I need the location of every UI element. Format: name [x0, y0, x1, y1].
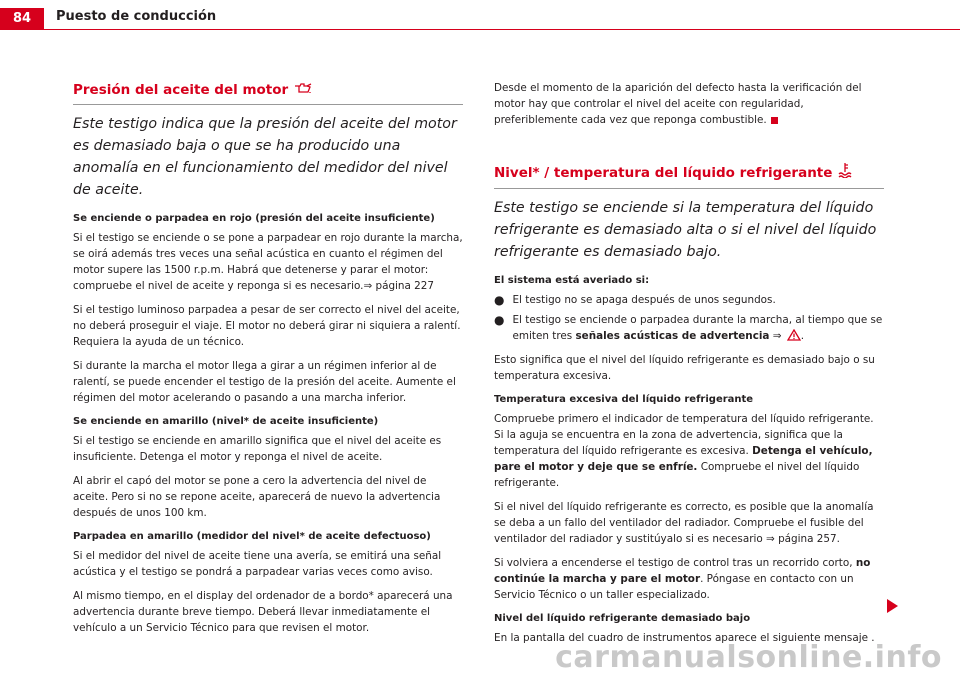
paragraph-bold: Detenga el vehículo, pare el motor y deje que se enfríe. [494, 445, 873, 473]
lead-paragraph: Este testigo indica que la presión del aceite del motor es demasiado baja o que se ha producido una anomalía en el funcionamiento del medidor del nivel de aceite. [73, 116, 457, 198]
list-item [494, 312, 884, 346]
paragraph [494, 411, 884, 491]
paragraph: En la pantalla del cuadro de instrumentos aparece el siguiente mensaje . [494, 632, 875, 644]
next-page-arrow-icon[interactable] [887, 599, 898, 613]
paragraph-text-end: Compruebe el nivel del líquido refrigerante. [494, 461, 860, 489]
paragraph: Esto significa que el nivel del líquido refrigerante es demasiado bajo o su temperatura excesiva. [494, 354, 875, 382]
paragraph-text: Compruebe primero el indicador de temperatura del líquido refrigerante. Si la aguja se encuentra en la zona de advertencia, significa que la temperatura del líquido refrigerante es excesiva. [494, 413, 874, 457]
left-column [73, 80, 463, 644]
warning-triangle-icon[interactable] [787, 329, 801, 346]
section-title-text: Presión del aceite del motor [73, 82, 289, 98]
list-item-text: El testigo no se apaga después de unos segundos. [512, 294, 776, 306]
paragraph-text: Desde el momento de la aparición del defecto hasta la verificación del motor hay que controlar el nivel del aceite con regularidad, preferiblemente cada vez que reponga combustible. [494, 82, 862, 126]
paragraph: Al abrir el capó del motor se pone a cero la advertencia del nivel de aceite. Pero si no se repone aceite, aparecerá de nuevo la advertencia después de unos 100 km. [73, 475, 441, 519]
paragraph [494, 555, 884, 603]
lead-paragraph: Este testigo se enciende si la temperatura del líquido refrigerante es demasiado alta o si el nivel del líquido refrigerante es demasiado bajo. [494, 200, 877, 260]
end-marker-icon [771, 117, 778, 124]
paragraph-text: Si volviera a encenderse el testigo de control tras un recorrido corto, [494, 557, 853, 569]
paragraph [494, 499, 884, 547]
bullet-icon: ● [494, 293, 505, 307]
subhead-fault: El sistema está averiado si: [494, 275, 650, 286]
ref-arrow-icon: ⇒ [766, 533, 775, 545]
paragraph [73, 230, 463, 294]
subhead-blink: Parpadea en amarillo (medidor del nivel* de aceite defectuoso) [73, 531, 431, 542]
ref-arrow-icon: ⇒ [772, 330, 782, 342]
list-item [494, 292, 884, 308]
list-item-text: El testigo se enciende o parpadea durante la marcha, al tiempo que se emiten tres señales acústicas de advertencia ⇒ . [512, 312, 884, 346]
ref-arrow-icon: ⇒ [363, 280, 373, 292]
subhead-red: Se enciende o parpadea en rojo (presión del aceite insuficiente) [73, 213, 435, 224]
list-item-bold: señales acústicas de advertencia [575, 330, 770, 342]
section-title-text: Nivel* / temperatura del líquido refrigerante [494, 165, 833, 181]
bullet-icon: ● [494, 313, 505, 327]
page-number: 84 [0, 8, 44, 30]
paragraph-text-end: . Póngase en contacto con un Servicio Técnico o un taller especializado. [494, 573, 854, 601]
paragraph: Si el testigo se enciende en amarillo significa que el nivel del aceite es insuficiente. Detenga el motor y reponga el nivel de aceite. [73, 435, 442, 463]
right-column [494, 80, 884, 654]
paragraph-bold: no continúe la marcha y pare el motor [494, 557, 871, 585]
oil-can-icon [294, 80, 312, 100]
paragraph: Si el testigo luminoso parpadea a pesar de ser correcto el nivel del aceite, no deberá proseguir el viaje. El motor no deberá girar ni siquiera a ralentí. Requiera la ayuda de un técnico. [73, 304, 461, 348]
list-item-text-start: El testigo se enciende o parpadea durante la marcha, al tiempo que se emiten tres [512, 314, 883, 342]
page-reference-link[interactable]: página 227 [375, 280, 435, 292]
subhead-yellow: Se enciende en amarillo (nivel* de aceite insuficiente) [73, 416, 379, 427]
page-reference-link[interactable]: página 257. [778, 533, 840, 545]
paragraph-text: Si el nivel del líquido refrigerante es correcto, es posible que la anomalía se deba a un fallo del ventilador del radiador. Compruebe el fusible del ventilador del radiador y sustitúyalo si es necesario [494, 501, 874, 545]
subhead-low-level: Nivel del líquido refrigerante demasiado bajo [494, 613, 751, 624]
section-title-coolant [494, 162, 884, 189]
paragraph: Si el medidor del nivel de aceite tiene una avería, se emitirá una señal acústica y el testigo se pondrá a parpadear varias veces como aviso. [73, 550, 442, 578]
section-title-oil-pressure [73, 80, 463, 105]
paragraph: Al mismo tiempo, en el display del ordenador de a bordo* aparecerá una advertencia durante breve tiempo. Deberá llevar inmediatamente el vehículo a un Servicio Técnico para que revisen el motor. [73, 590, 453, 634]
thermometer-icon [838, 162, 852, 184]
header-title: Puesto de conducción [56, 9, 217, 24]
subhead-temperature: Temperatura excesiva del líquido refrigerante [494, 394, 754, 405]
paragraph: Si durante la marcha el motor llega a girar a un régimen inferior al de ralentí, se puede encender el testigo de la presión del aceite. Aumente el régimen del motor acelerando o pasando a una marcha inferior. [73, 360, 456, 404]
page-header [0, 0, 960, 30]
header-rule [44, 29, 960, 30]
paragraph [494, 80, 884, 128]
watermark: carmanualsonline.info [555, 640, 942, 675]
paragraph-text: Si el testigo se enciende o se pone a parpadear en rojo durante la marcha, se oirá además tres veces una señal acústica en cuanto el régimen del motor supere las 1500 r.p.m. Habrá que detenerse y parar el motor: compruebe el nivel de aceite y reponga si es necesario. [73, 232, 463, 292]
